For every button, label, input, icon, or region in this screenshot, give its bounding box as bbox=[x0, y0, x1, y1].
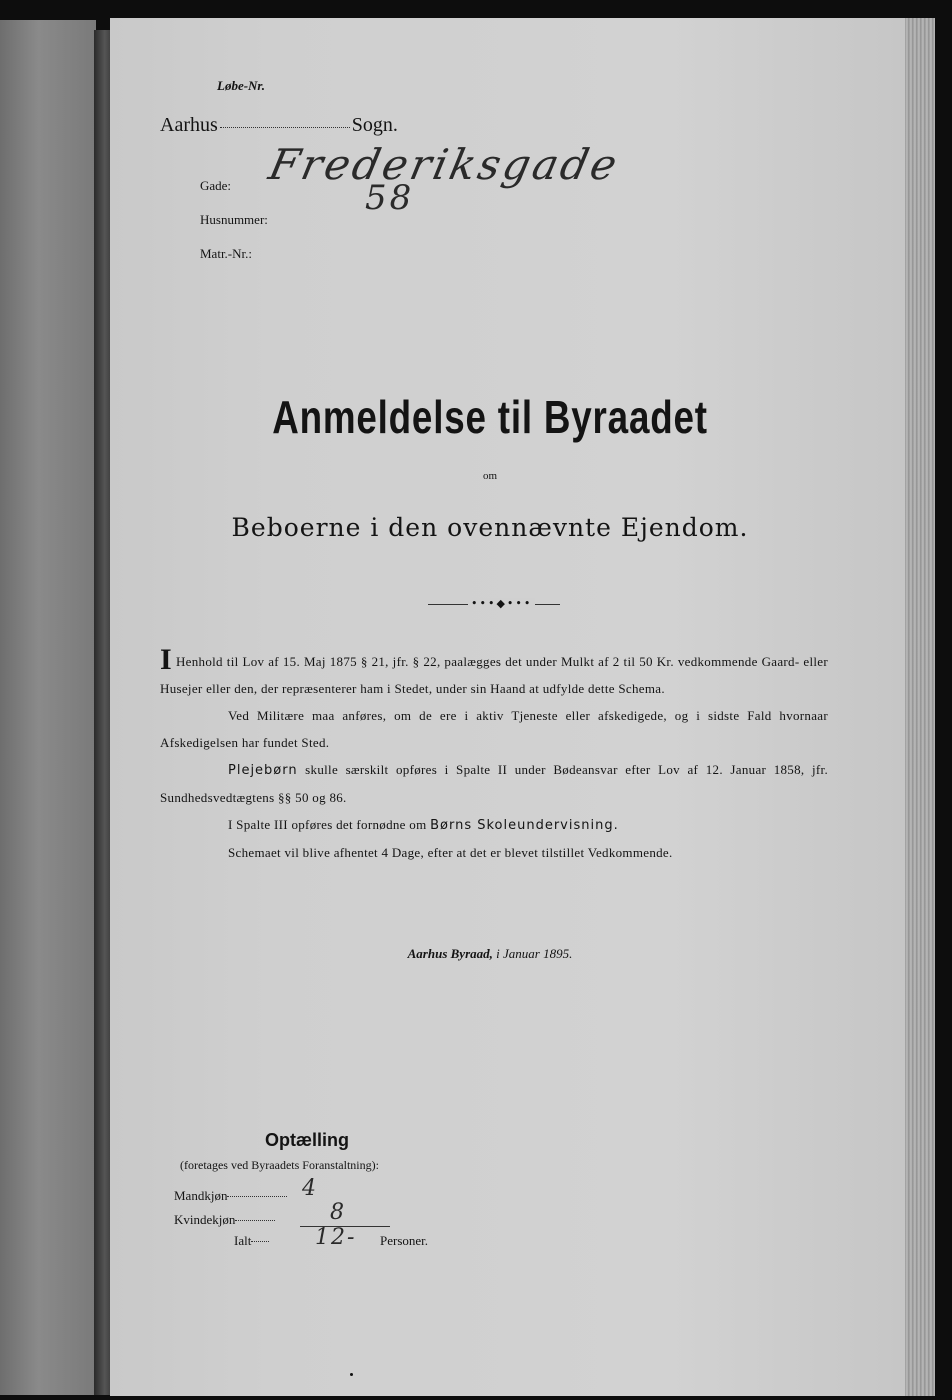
ornament-divider bbox=[428, 598, 560, 610]
skoleundervisning-heading: Børns Skoleundervisning. bbox=[430, 818, 619, 833]
husnummer-label: Husnummer: bbox=[200, 212, 268, 227]
paragraph-foster-text: skulle særskilt opføres i Spalte II under Bødeansvar efter Lov af 12. Januar 1858, jfr. Sundhedsvedtægtens §§ 50 og 86. bbox=[160, 762, 828, 805]
paragraph-collection: Schemaet vil blive afhentet 4 Dage, efter at det er blevet tilstillet Vedkommende. bbox=[228, 845, 673, 860]
lobe-nr-label: Løbe-Nr. bbox=[217, 78, 266, 93]
city-label: Aarhus bbox=[160, 114, 218, 136]
ialt-dots bbox=[251, 1241, 269, 1242]
paragraph-schooling-text: I Spalte III opføres det fornødne om bbox=[228, 817, 427, 832]
parish-line bbox=[160, 114, 398, 137]
street-handwritten: Frederiksgade bbox=[264, 140, 625, 189]
count-note: (foretages ved Byraadets Foranstaltning): bbox=[180, 1158, 379, 1172]
mandkjon-value-handwritten: 4 bbox=[302, 1176, 316, 1201]
document-subtitle: Beboerne i den ovennævnte Ejendom. bbox=[231, 513, 749, 542]
ialt-value-handwritten: 12- bbox=[315, 1225, 357, 1250]
kvindekjon-row bbox=[174, 1212, 275, 1228]
mandkjon-dots bbox=[227, 1196, 287, 1197]
kvindekjon-value-handwritten: 8 bbox=[330, 1200, 344, 1225]
document-page bbox=[110, 18, 905, 1396]
signature-date: i Januar 1895. bbox=[496, 946, 573, 961]
ialt-row bbox=[234, 1233, 269, 1249]
signature-council: Aarhus Byraad, bbox=[407, 946, 493, 961]
drop-cap: I bbox=[160, 643, 172, 676]
document-title: Anmeldelse til Byraadet bbox=[272, 391, 708, 443]
ink-speck bbox=[350, 1373, 353, 1376]
count-title: Optælling bbox=[265, 1130, 349, 1150]
paragraph-foster-children bbox=[160, 756, 828, 811]
parish-dotted-line bbox=[220, 127, 350, 128]
kvindekjon-label: Kvindekjøn bbox=[174, 1212, 236, 1227]
om-label: om bbox=[482, 470, 498, 482]
mandkjon-row bbox=[174, 1188, 287, 1204]
matr-nr-label: Matr.-Nr.: bbox=[200, 246, 252, 261]
personer-label: Personer. bbox=[380, 1233, 429, 1248]
paragraph-law-text: Henhold til Lov af 15. Maj 1875 § 21, jfr. § 22, paalægges det under Mulkt af 2 til 50 Kr. vedkommende Gaard- eller Husejer eller den, der repræsenterer ham i Stedet, under sin Haand at udfylde dette Schema. bbox=[160, 654, 828, 696]
mandkjon-label: Mandkjøn bbox=[174, 1188, 228, 1203]
gade-label: Gade: bbox=[200, 178, 232, 193]
page-edges bbox=[905, 18, 935, 1396]
council-signature bbox=[110, 946, 870, 962]
paragraph-schooling bbox=[160, 811, 828, 839]
sogn-label: Sogn. bbox=[351, 114, 398, 136]
paragraph-military: Ved Militære maa anføres, om de ere i aktiv Tjeneste eller afskedigede, og i sidste Fald hvornaar Afskedigelsen har fundet Sted. bbox=[160, 708, 828, 750]
kvindekjon-dots bbox=[235, 1220, 275, 1221]
instructions-body bbox=[160, 643, 828, 866]
paragraph-law bbox=[160, 643, 828, 702]
plejeborn-heading: Plejebørn bbox=[228, 763, 298, 778]
ialt-label: Ialt bbox=[234, 1233, 252, 1248]
left-facing-page bbox=[0, 20, 96, 1395]
ornament-dots: •••◆••• bbox=[468, 598, 535, 610]
house-number-handwritten: 58 bbox=[365, 178, 415, 218]
